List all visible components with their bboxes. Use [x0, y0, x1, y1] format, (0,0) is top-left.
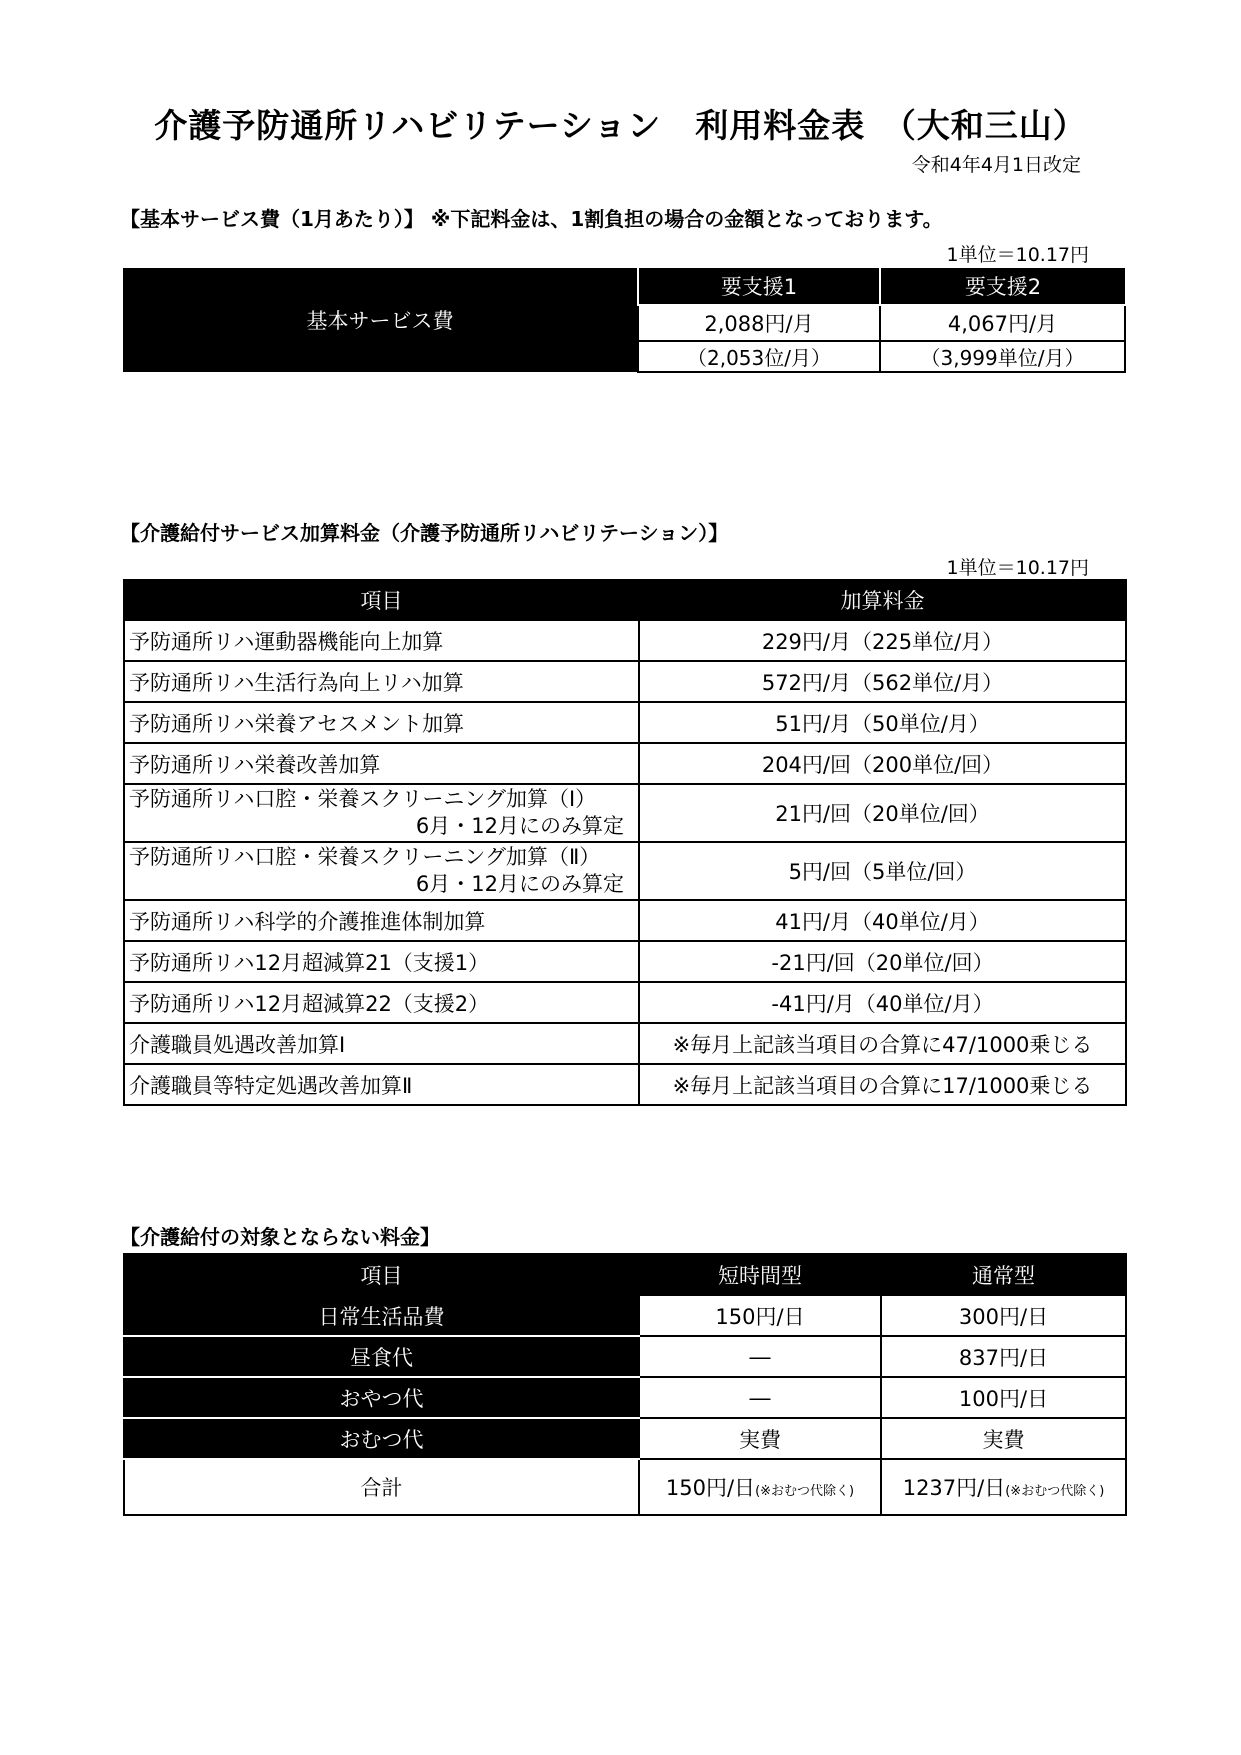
table-row: [124, 1418, 1126, 1459]
other-header-normal: 通常型: [881, 1254, 1126, 1295]
addon-item: 予防通所リハ栄養改善加算: [124, 743, 639, 784]
basic-row-label: 基本サービス費: [123, 268, 638, 372]
table-row: [124, 702, 1126, 743]
addon-fee: -41円/月（40単位/月）: [639, 982, 1126, 1023]
table-row: [124, 743, 1126, 784]
other-short: 実費: [639, 1418, 881, 1459]
addon-item: 予防通所リハ12月超減算22（支援2）: [124, 982, 639, 1023]
page-title: 介護予防通所リハビリテーション 利用料金表 （大和三山）: [154, 106, 1087, 145]
table-row: [124, 842, 1126, 900]
addon-item: 介護職員処遇改善加算Ⅰ: [124, 1023, 639, 1064]
addon-fee: ※毎月上記該当項目の合算に47/1000乗じる: [639, 1023, 1126, 1064]
support2-amount: 4,067円/月: [880, 305, 1125, 341]
table-row: [124, 1064, 1126, 1105]
addon-fee: 204円/回（200単位/回）: [639, 743, 1126, 784]
support2-units: （3,999単位/月）: [880, 341, 1125, 372]
other-normal: 300円/日: [881, 1295, 1126, 1336]
addon-header-fee: 加算料金: [639, 580, 1126, 620]
table-row: [124, 1377, 1126, 1418]
addon-section-heading: 【介護給付サービス加算料金（介護予防通所リハビリテーション）】: [120, 521, 729, 545]
total-short-note: (※おむつ代除く): [755, 1484, 855, 1499]
table-row: [124, 1295, 1126, 1336]
other-normal: 実費: [881, 1418, 1126, 1459]
other-item: 日常生活品費: [124, 1295, 639, 1336]
other-item: 昼食代: [124, 1336, 639, 1377]
addon-fee: 5円/回（5単位/回）: [639, 842, 1126, 900]
total-short-amount: 150円/日: [665, 1476, 756, 1500]
table-row: [124, 784, 1126, 842]
addon-item: 予防通所リハ栄養アセスメント加算: [124, 702, 639, 743]
total-normal-amount: 1237円/日: [902, 1476, 1006, 1500]
addon-item: [124, 842, 639, 900]
other-normal: 100円/日: [881, 1377, 1126, 1418]
addon-item-name: 予防通所リハ口腔・栄養スクリーニング加算（Ⅰ）: [129, 787, 597, 811]
table-row: [124, 982, 1126, 1023]
col-header-support2: 要支援2: [880, 268, 1125, 305]
addon-item: 予防通所リハ生活行為向上リハ加算: [124, 661, 639, 702]
other-short: ―: [639, 1336, 881, 1377]
table-row: [124, 620, 1126, 661]
table-row: [124, 1336, 1126, 1377]
other-item: おむつ代: [124, 1418, 639, 1459]
addon-unit-note: 1単位＝10.17円: [946, 557, 1089, 579]
basic-service-table: [123, 268, 1126, 373]
addon-item-note: 6月・12月にのみ算定: [415, 814, 624, 838]
addon-item: [124, 784, 639, 842]
other-short: 150円/日: [639, 1295, 881, 1336]
addon-item-name: 予防通所リハ口腔・栄養スクリーニング加算（Ⅱ）: [129, 845, 601, 869]
other-header-short: 短時間型: [639, 1254, 881, 1295]
addon-fee: 51円/月（50単位/月）: [639, 702, 1126, 743]
table-row: [124, 900, 1126, 941]
addon-item: 予防通所リハ12月超減算21（支援1）: [124, 941, 639, 982]
table-row: [124, 661, 1126, 702]
addon-fee: ※毎月上記該当項目の合算に17/1000乗じる: [639, 1064, 1126, 1105]
table-row: [124, 1023, 1126, 1064]
support1-units: （2,053位/月）: [638, 341, 880, 372]
addon-item: 介護職員等特定処遇改善加算Ⅱ: [124, 1064, 639, 1105]
addon-fee: 572円/月（562単位/月）: [639, 661, 1126, 702]
addon-item: 予防通所リハ運動器機能向上加算: [124, 620, 639, 661]
addon-item-note: 6月・12月にのみ算定: [415, 872, 624, 896]
other-normal: 837円/日: [881, 1336, 1126, 1377]
addon-fee: -21円/回（20単位/回）: [639, 941, 1126, 982]
addon-item: 予防通所リハ科学的介護推進体制加算: [124, 900, 639, 941]
basic-unit-note: 1単位＝10.17円: [946, 244, 1089, 266]
other-item: おやつ代: [124, 1377, 639, 1418]
addon-fee: 21円/回（20単位/回）: [639, 784, 1126, 842]
col-header-support1: 要支援1: [638, 268, 880, 305]
other-section-heading: 【介護給付の対象とならない料金】: [120, 1225, 440, 1249]
addon-fee-table: [123, 579, 1127, 1106]
other-fee-table: [123, 1253, 1127, 1516]
total-label: 合計: [124, 1459, 639, 1515]
total-short: [639, 1459, 881, 1515]
total-normal: [881, 1459, 1126, 1515]
table-row: [124, 941, 1126, 982]
revision-date: 令和4年4月1日改定: [911, 154, 1081, 176]
other-short: ―: [639, 1377, 881, 1418]
total-row: [124, 1459, 1126, 1515]
other-header-item: 項目: [124, 1254, 639, 1295]
total-normal-note: (※おむつ代除く): [1005, 1484, 1105, 1499]
addon-fee: 229円/月（225単位/月）: [639, 620, 1126, 661]
basic-section-heading: 【基本サービス費（1月あたり）】 ※下記料金は、1割負担の場合の金額となっております。: [120, 207, 943, 231]
addon-fee: 41円/月（40単位/月）: [639, 900, 1126, 941]
addon-header-item: 項目: [124, 580, 639, 620]
support1-amount: 2,088円/月: [638, 305, 880, 341]
